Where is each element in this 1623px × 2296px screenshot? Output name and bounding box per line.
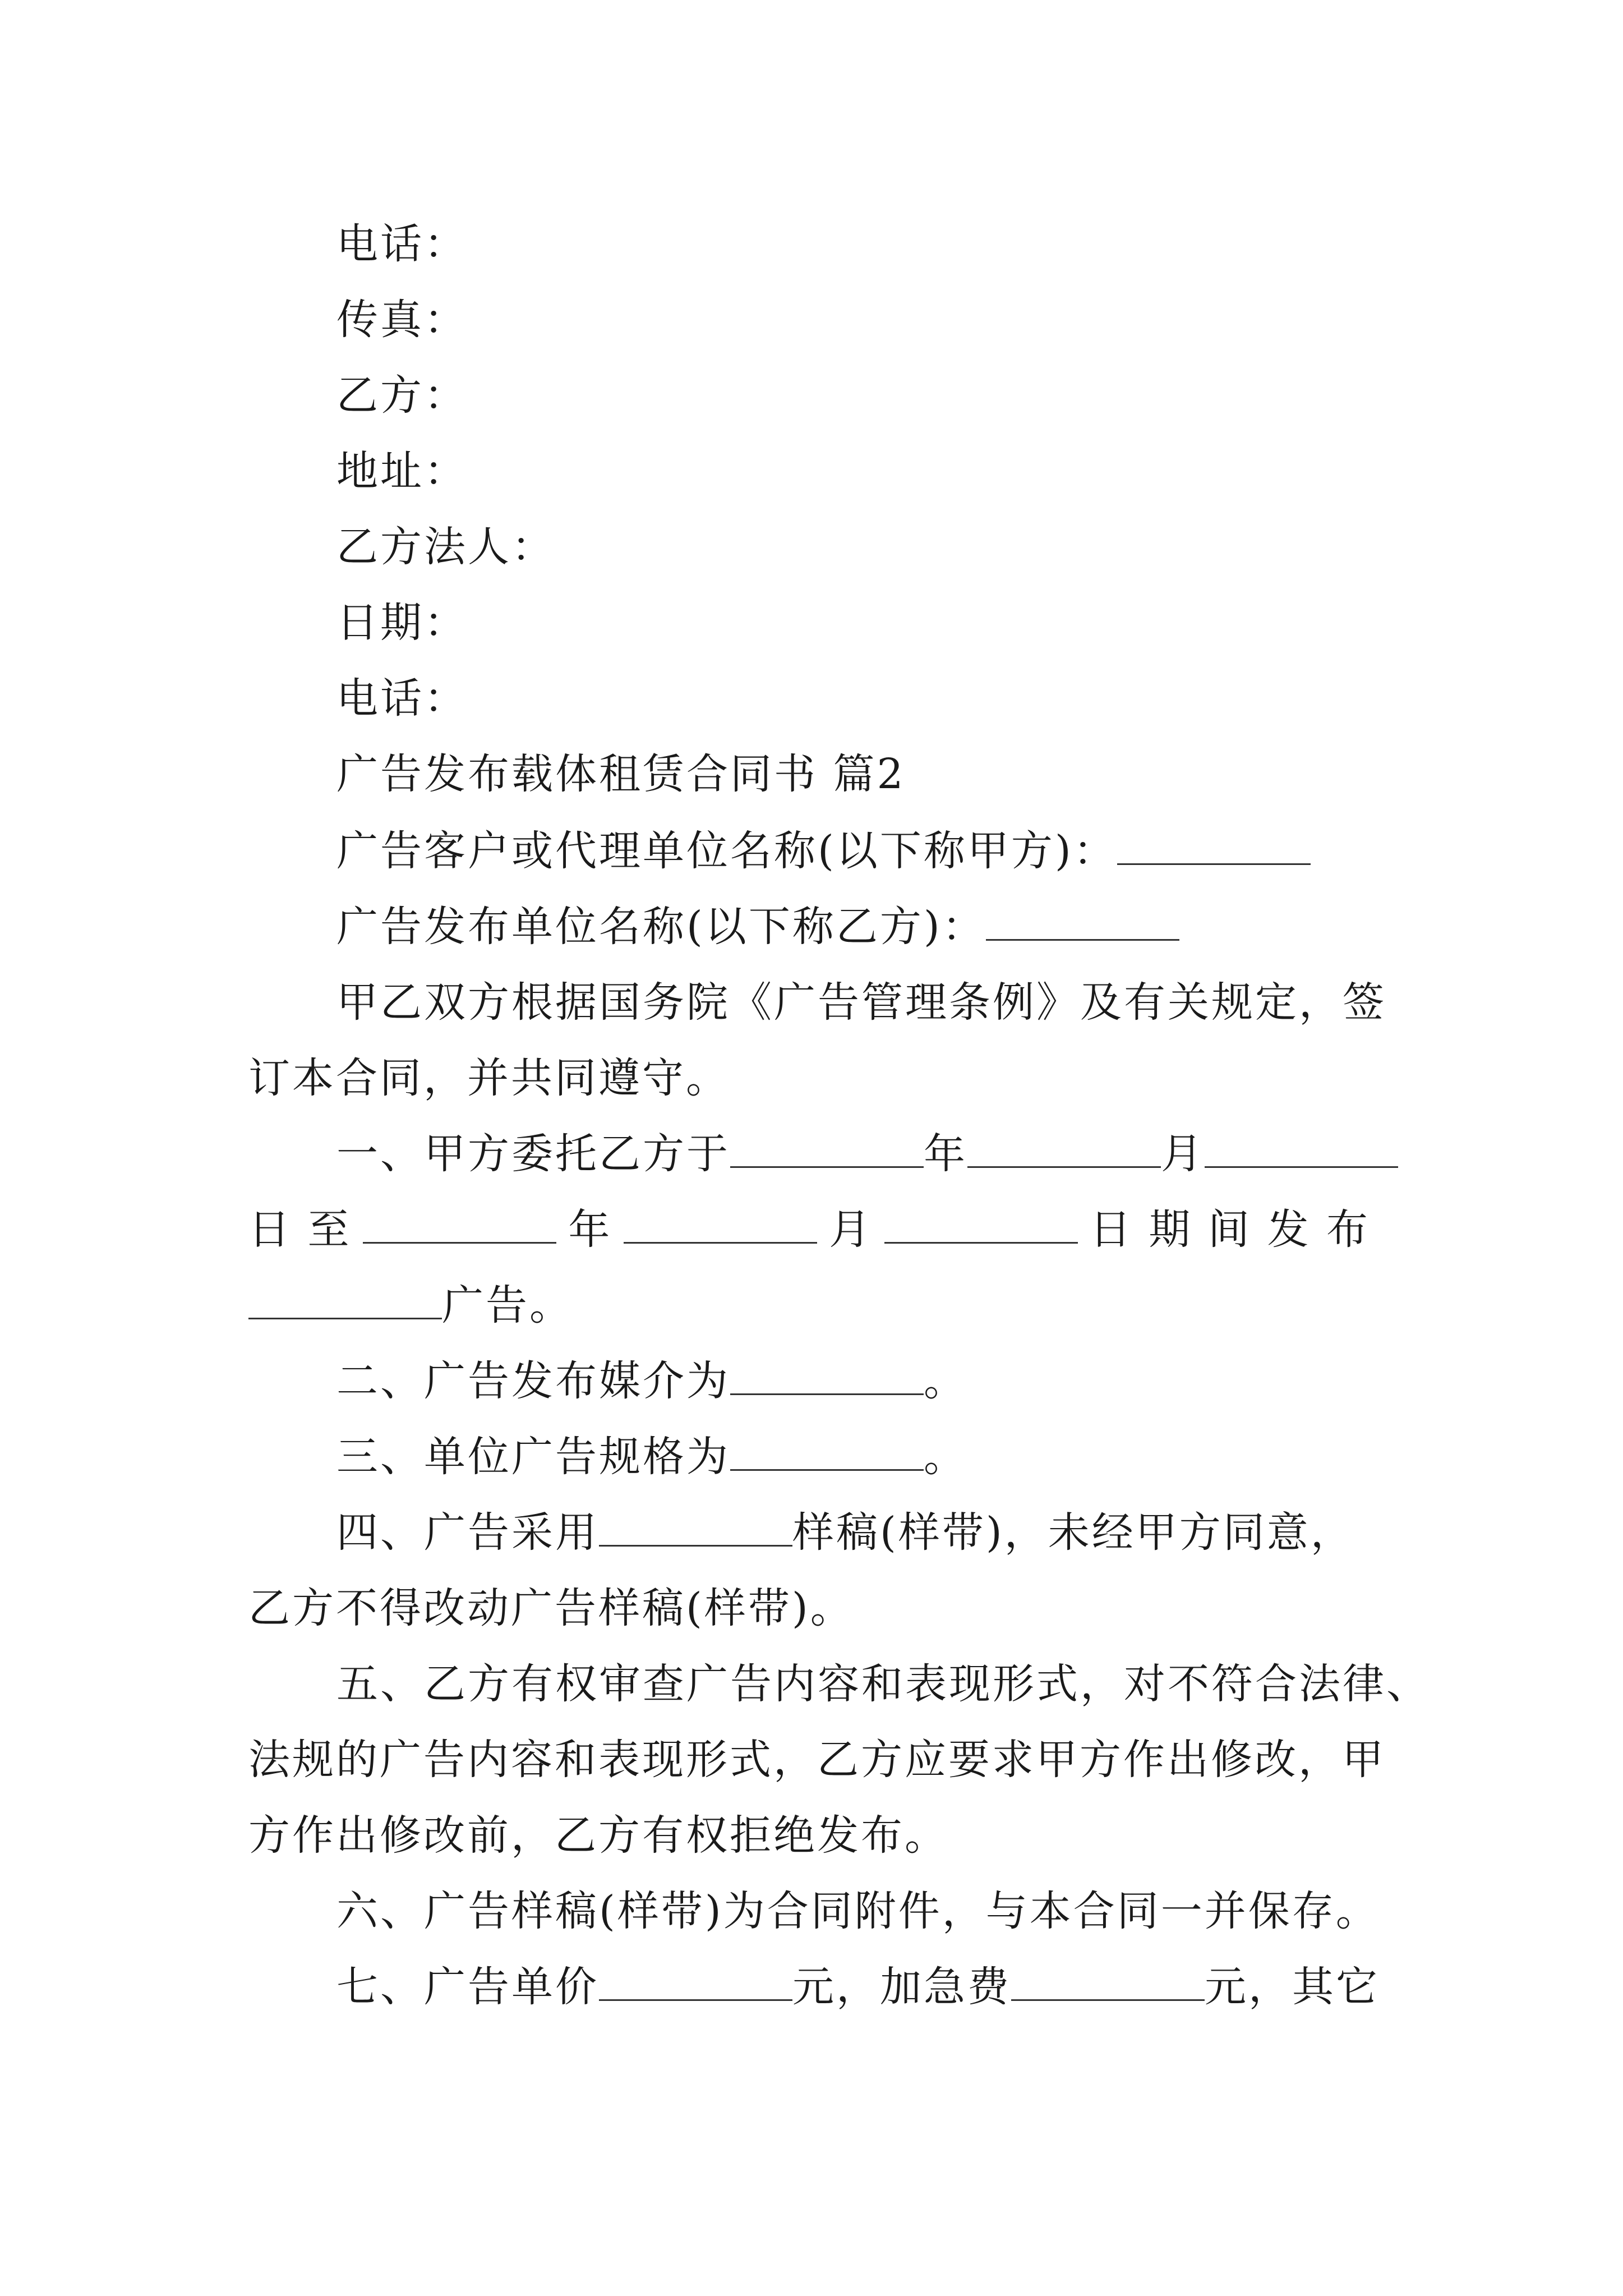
date-field bbox=[336, 595, 468, 651]
end-year-blank bbox=[363, 1209, 556, 1244]
clause-2-text: 二、广告发布媒介为 bbox=[336, 1357, 730, 1405]
clause-7-line-1 bbox=[336, 1959, 1380, 2015]
phone-field bbox=[336, 216, 468, 272]
fax-label: 传真： bbox=[336, 296, 468, 344]
phone-field-2 bbox=[336, 670, 468, 726]
ad-label: 广告。 bbox=[442, 1281, 573, 1329]
clause-4-line-2 bbox=[248, 1580, 854, 1636]
intro-line-2 bbox=[248, 1050, 730, 1106]
clause-6-text: 六、广告样稿(样带)为合同附件，与本合同一并保存。 bbox=[336, 1887, 1380, 1935]
party-b-field bbox=[336, 367, 468, 424]
clause-7-text-c: 元，其它 bbox=[1205, 1963, 1380, 2011]
clause-1-line-3 bbox=[248, 1277, 573, 1333]
date-label: 日期： bbox=[336, 599, 468, 647]
publish-period-label: 日 期 间 发 布 bbox=[1089, 1205, 1370, 1254]
clause-2 bbox=[336, 1353, 967, 1409]
intro-text-2: 订本合同，并共同遵守。 bbox=[248, 1054, 730, 1102]
clause-5-line-1 bbox=[336, 1656, 1430, 1712]
rush-fee-blank bbox=[1011, 1967, 1205, 2001]
year-label: 年 bbox=[924, 1130, 967, 1178]
clause-1-text-a: 一、甲方委托乙方于 bbox=[336, 1130, 730, 1178]
fax-field bbox=[336, 292, 468, 348]
spec-blank bbox=[730, 1437, 924, 1471]
clause-4-line-1 bbox=[336, 1504, 1354, 1561]
party-b-legal-rep-label: 乙方法人： bbox=[336, 523, 555, 571]
phone-label-2: 电话： bbox=[336, 674, 468, 723]
phone-label: 电话： bbox=[336, 220, 468, 268]
clause-5-line-3 bbox=[248, 1807, 948, 1864]
clause-4-text-2: 乙方不得改动广告样稿(样带)。 bbox=[248, 1584, 854, 1632]
end-year-label: 年 bbox=[568, 1205, 612, 1254]
party-b-label: 乙方： bbox=[336, 371, 468, 420]
address-field bbox=[336, 443, 468, 499]
ad-name-blank bbox=[248, 1285, 442, 1319]
start-month-blank bbox=[967, 1134, 1161, 1168]
intro-text-1: 甲乙双方根据国务院《广告管理条例》及有关规定，签 bbox=[336, 978, 1386, 1027]
intro-line-1 bbox=[336, 974, 1386, 1030]
month-label: 月 bbox=[1161, 1130, 1205, 1178]
client-name-blank bbox=[1117, 831, 1311, 865]
section-title bbox=[336, 746, 906, 802]
media-blank bbox=[730, 1361, 924, 1395]
clause-5-text-3: 方作出修改前，乙方有权拒绝发布。 bbox=[248, 1811, 948, 1860]
start-day-blank bbox=[1205, 1134, 1398, 1168]
sample-blank bbox=[599, 1512, 792, 1547]
publisher-name-line bbox=[336, 899, 1179, 955]
day-to-label: 日 至 bbox=[248, 1205, 352, 1254]
publisher-name-blank bbox=[986, 907, 1179, 941]
party-b-legal-rep-field bbox=[336, 519, 555, 575]
clause-4-text-a: 四、广告采用 bbox=[336, 1508, 599, 1557]
clause-7-text-b: 元，加急费 bbox=[792, 1963, 1011, 2011]
start-year-blank bbox=[730, 1134, 924, 1168]
section-title-text: 广告发布载体租赁合同书 篇2 bbox=[336, 750, 906, 798]
end-month-blank bbox=[624, 1209, 817, 1244]
clause-3-text: 三、单位广告规格为 bbox=[336, 1433, 730, 1481]
clause-7-text-a: 七、广告单价 bbox=[336, 1963, 599, 2011]
address-label: 地址： bbox=[336, 447, 468, 495]
publisher-name-label: 广告发布单位名称(以下称乙方)： bbox=[336, 903, 986, 951]
clause-1-line-1 bbox=[336, 1126, 1398, 1182]
client-name-line bbox=[336, 823, 1311, 879]
clause-6 bbox=[336, 1883, 1380, 1939]
unit-price-blank bbox=[599, 1967, 792, 2001]
clause-3 bbox=[336, 1429, 967, 1485]
clause-5-text-1: 五、乙方有权审查广告内容和表现形式，对不符合法律、 bbox=[336, 1660, 1430, 1708]
end-month-label: 月 bbox=[829, 1205, 873, 1254]
client-name-label: 广告客户或代理单位名称(以下称甲方)： bbox=[336, 827, 1117, 875]
clause-1-line-2 bbox=[248, 1202, 1370, 1258]
clause-2-end: 。 bbox=[924, 1357, 967, 1405]
clause-4-text-b: 样稿(样带)，未经甲方同意， bbox=[792, 1508, 1354, 1557]
end-day-blank bbox=[884, 1209, 1078, 1244]
clause-5-text-2: 法规的广告内容和表现形式，乙方应要求甲方作出修改，甲 bbox=[248, 1736, 1386, 1784]
clause-5-line-2 bbox=[248, 1732, 1386, 1788]
clause-3-end: 。 bbox=[924, 1433, 967, 1481]
